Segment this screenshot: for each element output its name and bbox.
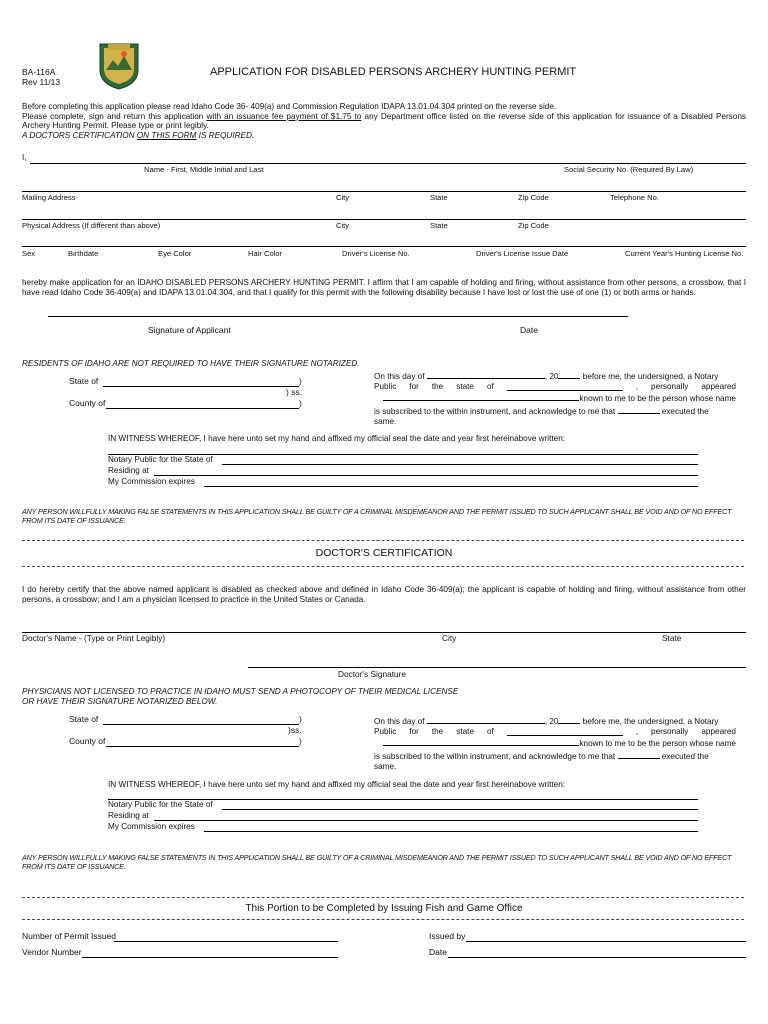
doctor-certify-text: I do hereby certify that the above named applicant is disabled as checked above and defined in Idaho Code 36-409(a); the applicant is capable of holding and firing, without assistance from other persons, a crossbow; and I am a physician licensed to practice in the United States or Canada. xyxy=(22,585,746,604)
notary1-commission-label: My Commission expires xyxy=(108,477,195,486)
office-date-label: Date xyxy=(429,947,447,957)
notary1-row-4 xyxy=(374,405,736,417)
notary2-np-state-label: Notary Public for the State of xyxy=(108,800,213,809)
notary2-appeared: appeared xyxy=(701,727,736,737)
notary2-row-3 xyxy=(374,737,736,749)
intro-fee-text: with an issuance fee payment of $1.75 to xyxy=(206,111,362,121)
mailing-state-label: State xyxy=(430,193,448,202)
notary2-public-state-blank[interactable] xyxy=(507,727,623,736)
notary2-residing-label: Residing at xyxy=(108,811,149,820)
notary2-personally: personally xyxy=(651,727,689,737)
form-title: APPLICATION FOR DISABLED PERSONS ARCHERY HUNTING PERMIT xyxy=(210,66,577,78)
notary2-np-state-line[interactable] xyxy=(222,809,698,810)
name-label: Name - First, Middle Initial and Last xyxy=(144,165,264,174)
notary1-residing-label: Residing at xyxy=(108,466,149,475)
doctor-title: DOCTOR'S CERTIFICATION xyxy=(315,547,453,559)
notary1-state-label: State of xyxy=(69,376,99,386)
notary1-year-blank[interactable] xyxy=(558,370,580,379)
notary2-public: Public xyxy=(374,727,397,737)
divider-1 xyxy=(22,540,744,541)
intro-line-1: Before completing this application please read Idaho Code 36- 409(a) and Commission Regulation IDAPA 13.01.04.304 printed on the reverse side. xyxy=(22,102,557,111)
physical-zip-label: Zip Code xyxy=(518,221,549,230)
notary2-on-this-day: On this day of xyxy=(374,717,425,726)
affirmation-text: hereby make application for an IDAHO DISABLED PERSONS ARCHERY HUNTING PERMIT. I affirm that I am capable of holding and firing, without assistance from other persons, a crossbow, that I have read Idaho Code 36-409(a) and IDAPA 13.01.04.304, and that I qualify for this permit with the following disability because I have lost or lost the use of one (1) or both arms or hands. xyxy=(22,278,746,297)
intro-line-3 xyxy=(22,131,746,141)
notary1-np-state-label: Notary Public for the State of xyxy=(108,455,213,464)
notary1-row-3 xyxy=(374,392,736,404)
notary1-witness: IN WITNESS WHEREOF, I have here unto set my hand and affixed my official seal the date and year first hereinabove written: xyxy=(108,434,566,443)
doctor-name-label: Doctor's Name - (Type or Print Legibly) xyxy=(22,633,166,643)
notary2-paren-2: ) xyxy=(299,736,302,746)
notary1-county-line[interactable] xyxy=(106,408,299,409)
intro-line-2 xyxy=(22,112,746,131)
physical-state-label: State xyxy=(430,221,448,230)
physicians-note-2: OR HAVE THEIR SIGNATURE NOTARIZED BELOW. xyxy=(22,697,218,706)
notary2-state-label: State of xyxy=(69,714,99,724)
notary1-known: known to me to be the person whose name xyxy=(579,394,736,404)
office-title: This Portion to be Completed by Issuing Fish and Game Office xyxy=(245,903,523,914)
notary2-county-label: County of xyxy=(69,736,106,746)
notary2-state-line[interactable] xyxy=(103,724,299,725)
notary1-public: Public xyxy=(374,382,397,392)
phone-label: Telephone No. xyxy=(610,193,659,202)
notary1-on-this-day: On this day of xyxy=(374,372,425,381)
notary1-day-blank[interactable] xyxy=(427,370,545,379)
notary2-year-blank[interactable] xyxy=(558,715,580,724)
doctor-signature-label: Doctor's Signature xyxy=(338,669,406,679)
hair-color-label: Hair Color xyxy=(248,249,283,258)
doctor-state-label: State xyxy=(662,633,682,643)
notary1-np-state-line[interactable] xyxy=(222,464,698,465)
notary2-year: , 20 xyxy=(544,717,559,726)
notary2-comma: , xyxy=(635,727,639,737)
notary1-same: same. xyxy=(374,416,397,426)
applicant-date-label: Date xyxy=(520,325,538,335)
doctor-city-label: City xyxy=(442,633,457,643)
notary1-before-me: before me, the undersigned, a Notary xyxy=(582,372,719,381)
notary1-public-state-blank[interactable] xyxy=(507,382,623,391)
notary2-residing-line[interactable] xyxy=(154,820,698,821)
doctor-signature-line[interactable] xyxy=(248,667,746,668)
intro-line-2a: Please complete, sign and return this application xyxy=(22,111,207,121)
notary2-commission-line[interactable] xyxy=(204,831,698,832)
notary1-paren-2: ) xyxy=(299,398,302,408)
dl-label: Driver's License No. xyxy=(342,249,410,258)
notary1-subscribed: is subscribed to the within instrument, and acknowledge to me that xyxy=(374,406,616,416)
notary2-executed: executed the xyxy=(661,751,709,761)
notary1-executed: executed the xyxy=(661,406,709,416)
issued-by-label: Issued by xyxy=(429,931,466,941)
intro-line-2b: any Department office listed on the reverse side of this application for issuance of a Disabled Persons Archery Hunting Permit. Please type or print legibly. xyxy=(22,111,746,130)
office-date-line[interactable] xyxy=(448,957,746,958)
notary1-year: , 20 xyxy=(544,372,559,381)
notary1-row-1 xyxy=(374,370,736,382)
notary1-np-top-line xyxy=(108,454,698,455)
notary2-executed-blank[interactable] xyxy=(618,750,660,759)
notary1-county-label: County of xyxy=(69,398,106,408)
physical-label: Physical Address (If different than above) xyxy=(22,221,161,230)
intro-line-3a: A DOCTORS CERTIFICATION xyxy=(22,130,137,140)
applicant-signature-label: Signature of Applicant xyxy=(148,325,231,335)
intro-line-3u: ON THIS FORM xyxy=(136,130,197,140)
ssn-label: Social Security No. (Required By Law) xyxy=(564,165,694,174)
notary1-of: of xyxy=(486,382,494,392)
divider-4 xyxy=(22,919,744,920)
notary1-statement xyxy=(374,370,736,427)
idaho-fish-game-seal-logo xyxy=(96,40,142,90)
sex-label: Sex xyxy=(22,249,36,258)
eye-color-label: Eye Color xyxy=(158,249,192,258)
notary1-for: for xyxy=(409,382,419,392)
notary1-state-word: state xyxy=(456,382,474,392)
notary1-personally: personally xyxy=(651,382,689,392)
mailing-label: Mailing Address xyxy=(22,193,76,202)
intro-text xyxy=(22,102,746,140)
notary2-before-me: before me, the undersigned, a Notary xyxy=(582,717,719,726)
notary2-same: same. xyxy=(374,761,397,771)
birthdate-label: Birthdate xyxy=(68,249,99,258)
notary2-row-4 xyxy=(374,750,736,762)
notary2-state-word: state xyxy=(456,727,474,737)
notary2-of: of xyxy=(486,727,494,737)
form-rev: Rev 11/13 xyxy=(22,77,61,87)
form-id: BA-116A xyxy=(22,67,56,77)
divider-2 xyxy=(22,566,744,567)
notary1-paren-1: ) xyxy=(299,376,302,386)
intro-line-3b: IS REQUIRED. xyxy=(196,130,255,140)
personal-info-line[interactable] xyxy=(22,246,746,247)
notary2-for: for xyxy=(409,727,419,737)
notary1-comma: , xyxy=(635,382,639,392)
mailing-address-line[interactable] xyxy=(22,191,746,192)
notary2-row-2 xyxy=(374,727,736,737)
i-label: I, xyxy=(22,153,27,162)
notary2-person-blank[interactable] xyxy=(383,737,579,746)
divider-3 xyxy=(22,897,744,898)
notary2-county-line[interactable] xyxy=(106,746,299,747)
notary2-known: known to me to be the person whose name xyxy=(579,739,736,749)
vendor-number-line[interactable] xyxy=(82,957,338,958)
applicant-signature-line[interactable] xyxy=(48,316,628,317)
physicians-note xyxy=(22,687,458,707)
physicians-note-1: PHYSICIANS NOT LICENSED TO PRACTICE IN IDAHO MUST SEND A PHOTOCOPY OF THEIR MEDICAL LICENSE xyxy=(22,687,459,696)
notary1-ss: ) ss. xyxy=(286,387,303,397)
notary2-the: the xyxy=(431,727,444,737)
permit-number-label: Number of Permit Issued xyxy=(22,931,117,941)
notary1-executed-blank[interactable] xyxy=(618,405,660,414)
notary2-subscribed: is subscribed to the within instrument, and acknowledge to me that xyxy=(374,751,616,761)
notary2-row-1 xyxy=(374,715,736,727)
notary1-residing-line[interactable] xyxy=(154,475,698,476)
notary1-person-blank[interactable] xyxy=(383,392,579,401)
applicant-name-line[interactable] xyxy=(30,163,746,164)
notary1-the: the xyxy=(431,382,444,392)
notary2-ss: )ss. xyxy=(288,725,302,735)
physical-city-label: City xyxy=(336,221,350,230)
notary1-row-2 xyxy=(374,382,736,392)
mailing-zip-label: Zip Code xyxy=(518,193,549,202)
mailing-city-label: City xyxy=(336,193,350,202)
notary2-statement xyxy=(374,715,736,772)
hunting-license-label: Current Year's Hunting License No. xyxy=(625,249,744,258)
warning-1: ANY PERSON WILLFULLY MAKING FALSE STATEMENTS IN THIS APPLICATION SHALL BE GUILTY OF A CRIMINAL MISDEMEANOR AND THE PERMIT ISSUED TO SUCH APPLICANT SHALL BE VOID AND OF NO EFFECT FROM ITS DATE OF ISSUANCE. xyxy=(22,507,732,525)
notary2-day-blank[interactable] xyxy=(427,715,545,724)
notary2-paren-1: ) xyxy=(299,714,302,724)
permit-number-line[interactable] xyxy=(114,941,338,942)
physical-address-line[interactable] xyxy=(22,219,746,220)
warning-2: ANY PERSON WILLFULLY MAKING FALSE STATEMENTS IN THIS APPLICATION SHALL BE GUILTY OF A CRIMINAL MISDEMEANOR AND THE PERMIT ISSUED TO SUCH APPLICANT SHALL BE VOID AND OF NO EFFECT FROM ITS DATE OF ISSUANCE. xyxy=(22,853,732,871)
dl-date-label: Driver's License Issue Date xyxy=(476,249,569,258)
notary1-commission-line[interactable] xyxy=(204,486,698,487)
notary1-state-line[interactable] xyxy=(103,386,299,387)
notary1-appeared: appeared xyxy=(701,382,736,392)
notary2-witness: IN WITNESS WHEREOF, I have here unto set my hand and affixed my official seal the date and year first hereinabove written: xyxy=(108,780,566,789)
issued-by-line[interactable] xyxy=(466,941,746,942)
notary2-commission-label: My Commission expires xyxy=(108,822,195,831)
vendor-number-label: Vendor Number xyxy=(22,947,82,957)
residents-note: RESIDENTS OF IDAHO ARE NOT REQUIRED TO HAVE THEIR SIGNATURE NOTARIZED. xyxy=(22,359,360,368)
